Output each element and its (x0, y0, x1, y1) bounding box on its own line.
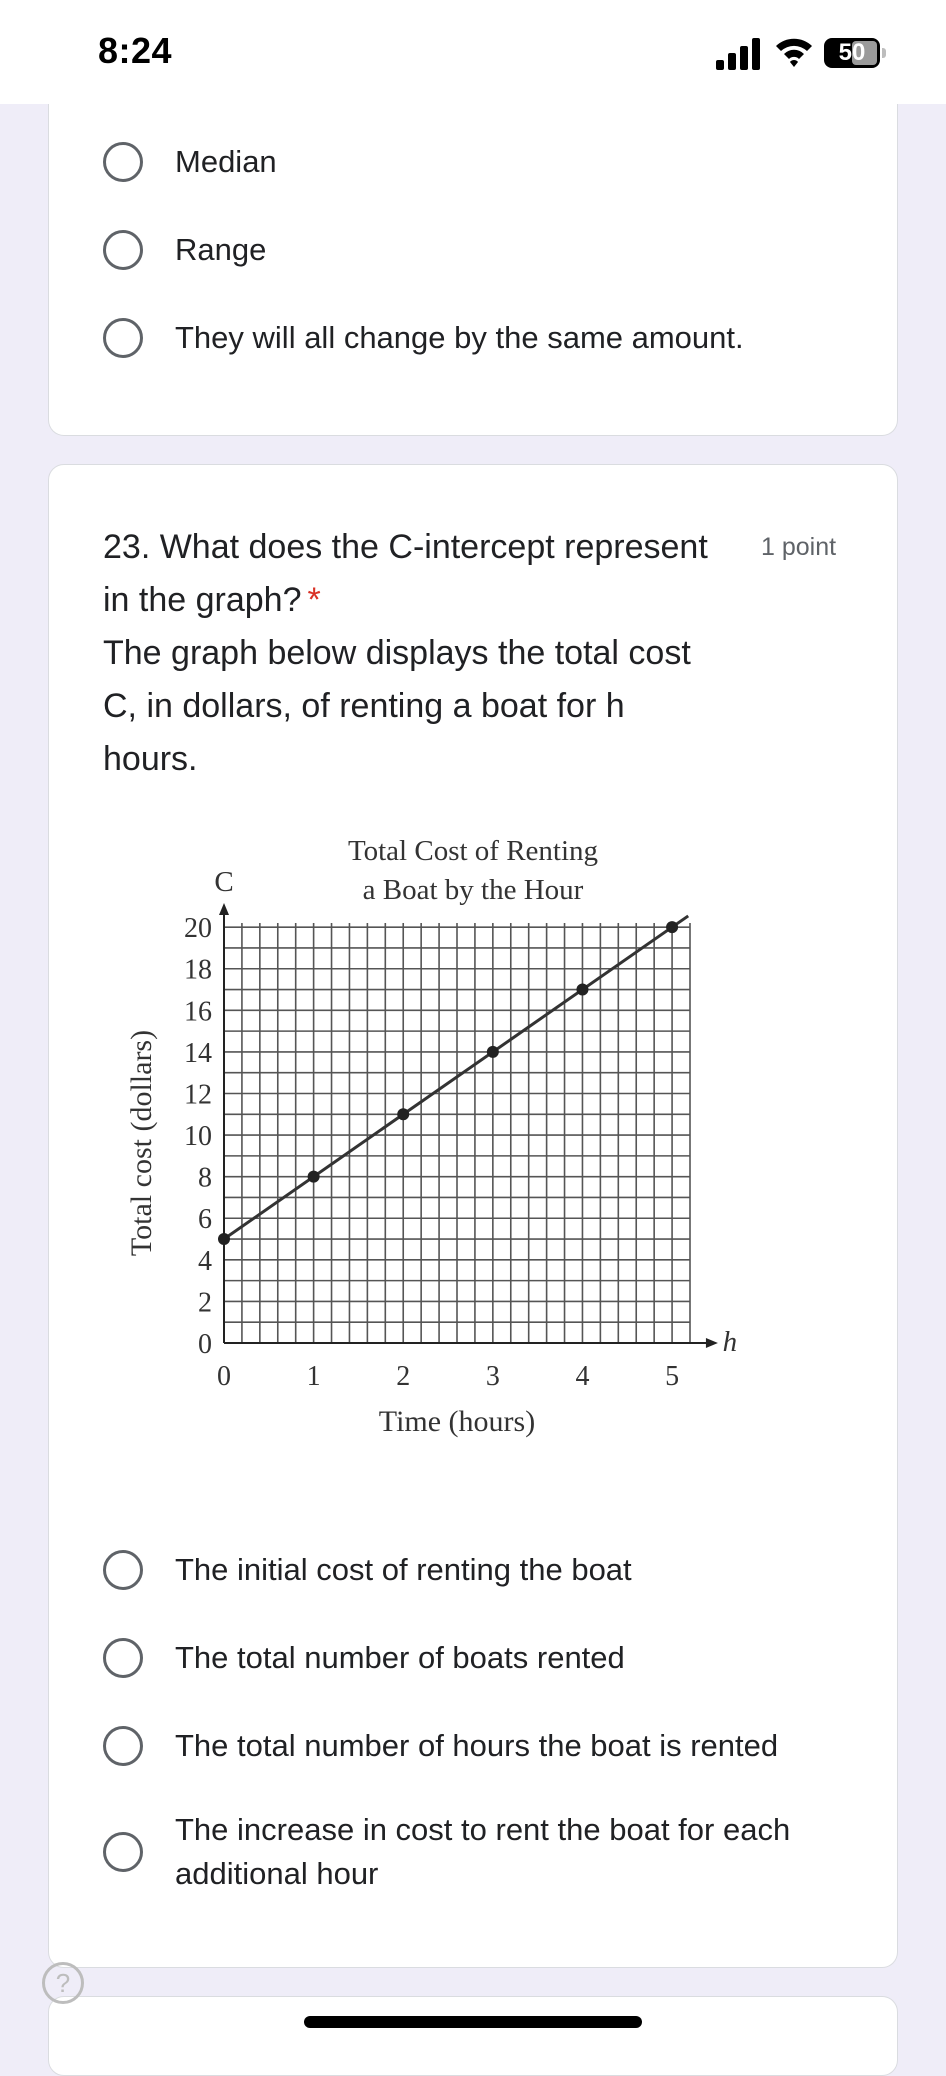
battery-icon (824, 38, 880, 68)
option-label: The initial cost of renting the boat (175, 1552, 632, 1587)
data-point (397, 1108, 409, 1120)
y-tick-label: 2 (198, 1287, 212, 1319)
y-tick-label: 8 (198, 1162, 212, 1194)
description-line: C, in dollars, of renting a boat for h (103, 687, 625, 725)
radio-button[interactable] (103, 1726, 143, 1766)
battery-tip (882, 48, 886, 58)
option-initial-cost[interactable] (103, 1548, 632, 1592)
radio-button[interactable] (103, 1638, 143, 1678)
y-axis-letter: C (214, 866, 234, 898)
y-tick-label: 12 (184, 1079, 212, 1111)
x-tick-label: 3 (485, 1361, 500, 1392)
y-tick-label: 10 (184, 1121, 212, 1153)
required-marker: * (307, 581, 321, 619)
wifi-icon (774, 34, 814, 68)
chart-title: a Boat by the Hour (362, 874, 584, 906)
battery-level: 50 (838, 39, 866, 66)
y-tick-label: 14 (184, 1037, 212, 1069)
option-median[interactable] (103, 140, 277, 184)
y-axis-label: Total cost (dollars) (125, 1029, 158, 1257)
y-tick-label: 6 (198, 1204, 212, 1236)
option-label: Median (175, 144, 277, 179)
radio-button[interactable] (103, 1550, 143, 1590)
option-increase-per-hour[interactable] (103, 1808, 823, 1896)
option-label: The total number of boats rented (175, 1640, 625, 1675)
radio-button[interactable] (103, 142, 143, 182)
chart-title: Total Cost of Renting (347, 835, 599, 867)
y-tick-label: 4 (198, 1245, 212, 1277)
radio-button[interactable] (103, 318, 143, 358)
data-point (666, 921, 678, 933)
home-indicator (304, 2016, 642, 2028)
x-tick-label: 1 (306, 1361, 321, 1392)
option-label: The increase in cost to rent the boat for each additional hour (175, 1812, 791, 1891)
status-time: 8:24 (98, 30, 173, 71)
radio-button[interactable] (103, 230, 143, 270)
option-label: Range (175, 232, 267, 267)
status-bar (0, 0, 946, 104)
y-axis-arrow (219, 903, 229, 915)
y-tick-label: 0 (198, 1329, 212, 1360)
x-tick-label: 0 (217, 1361, 231, 1392)
option-range[interactable] (103, 228, 266, 272)
x-tick-label: 4 (575, 1361, 590, 1392)
x-axis-arrow (706, 1338, 718, 1348)
description-line: hours. (103, 740, 198, 778)
cellular-signal-icon (716, 38, 762, 70)
x-axis-letter: h (722, 1326, 738, 1358)
option-same-amount[interactable] (103, 316, 744, 360)
points-label: 1 point (761, 533, 837, 561)
help-icon[interactable]: ? (42, 1962, 84, 2004)
y-tick-label: 16 (184, 996, 212, 1028)
option-number-of-hours[interactable] (103, 1724, 778, 1768)
data-point (576, 984, 588, 996)
option-label: The total number of hours the boat is rented (175, 1728, 779, 1763)
data-point (487, 1046, 499, 1058)
x-axis-label: Time (hours) (378, 1405, 536, 1438)
question-card (48, 464, 898, 1968)
radio-button[interactable] (103, 1832, 143, 1872)
x-tick-label: 5 (665, 1361, 680, 1392)
data-point (218, 1233, 230, 1245)
option-label: They will all change by the same amount. (175, 320, 744, 355)
description-line: The graph below displays the total cost (103, 634, 691, 672)
option-number-of-boats[interactable] (103, 1636, 625, 1680)
x-tick-label: 2 (396, 1361, 411, 1392)
data-point (308, 1171, 320, 1183)
y-tick-label: 18 (184, 954, 212, 986)
next-question-card (48, 1996, 898, 2076)
question-text (103, 521, 743, 786)
cost-chart (115, 835, 815, 1495)
y-tick-label: 20 (184, 913, 212, 945)
previous-question-card (48, 60, 898, 436)
question-title: 23. What does the C-intercept represent in the graph? (103, 528, 708, 619)
